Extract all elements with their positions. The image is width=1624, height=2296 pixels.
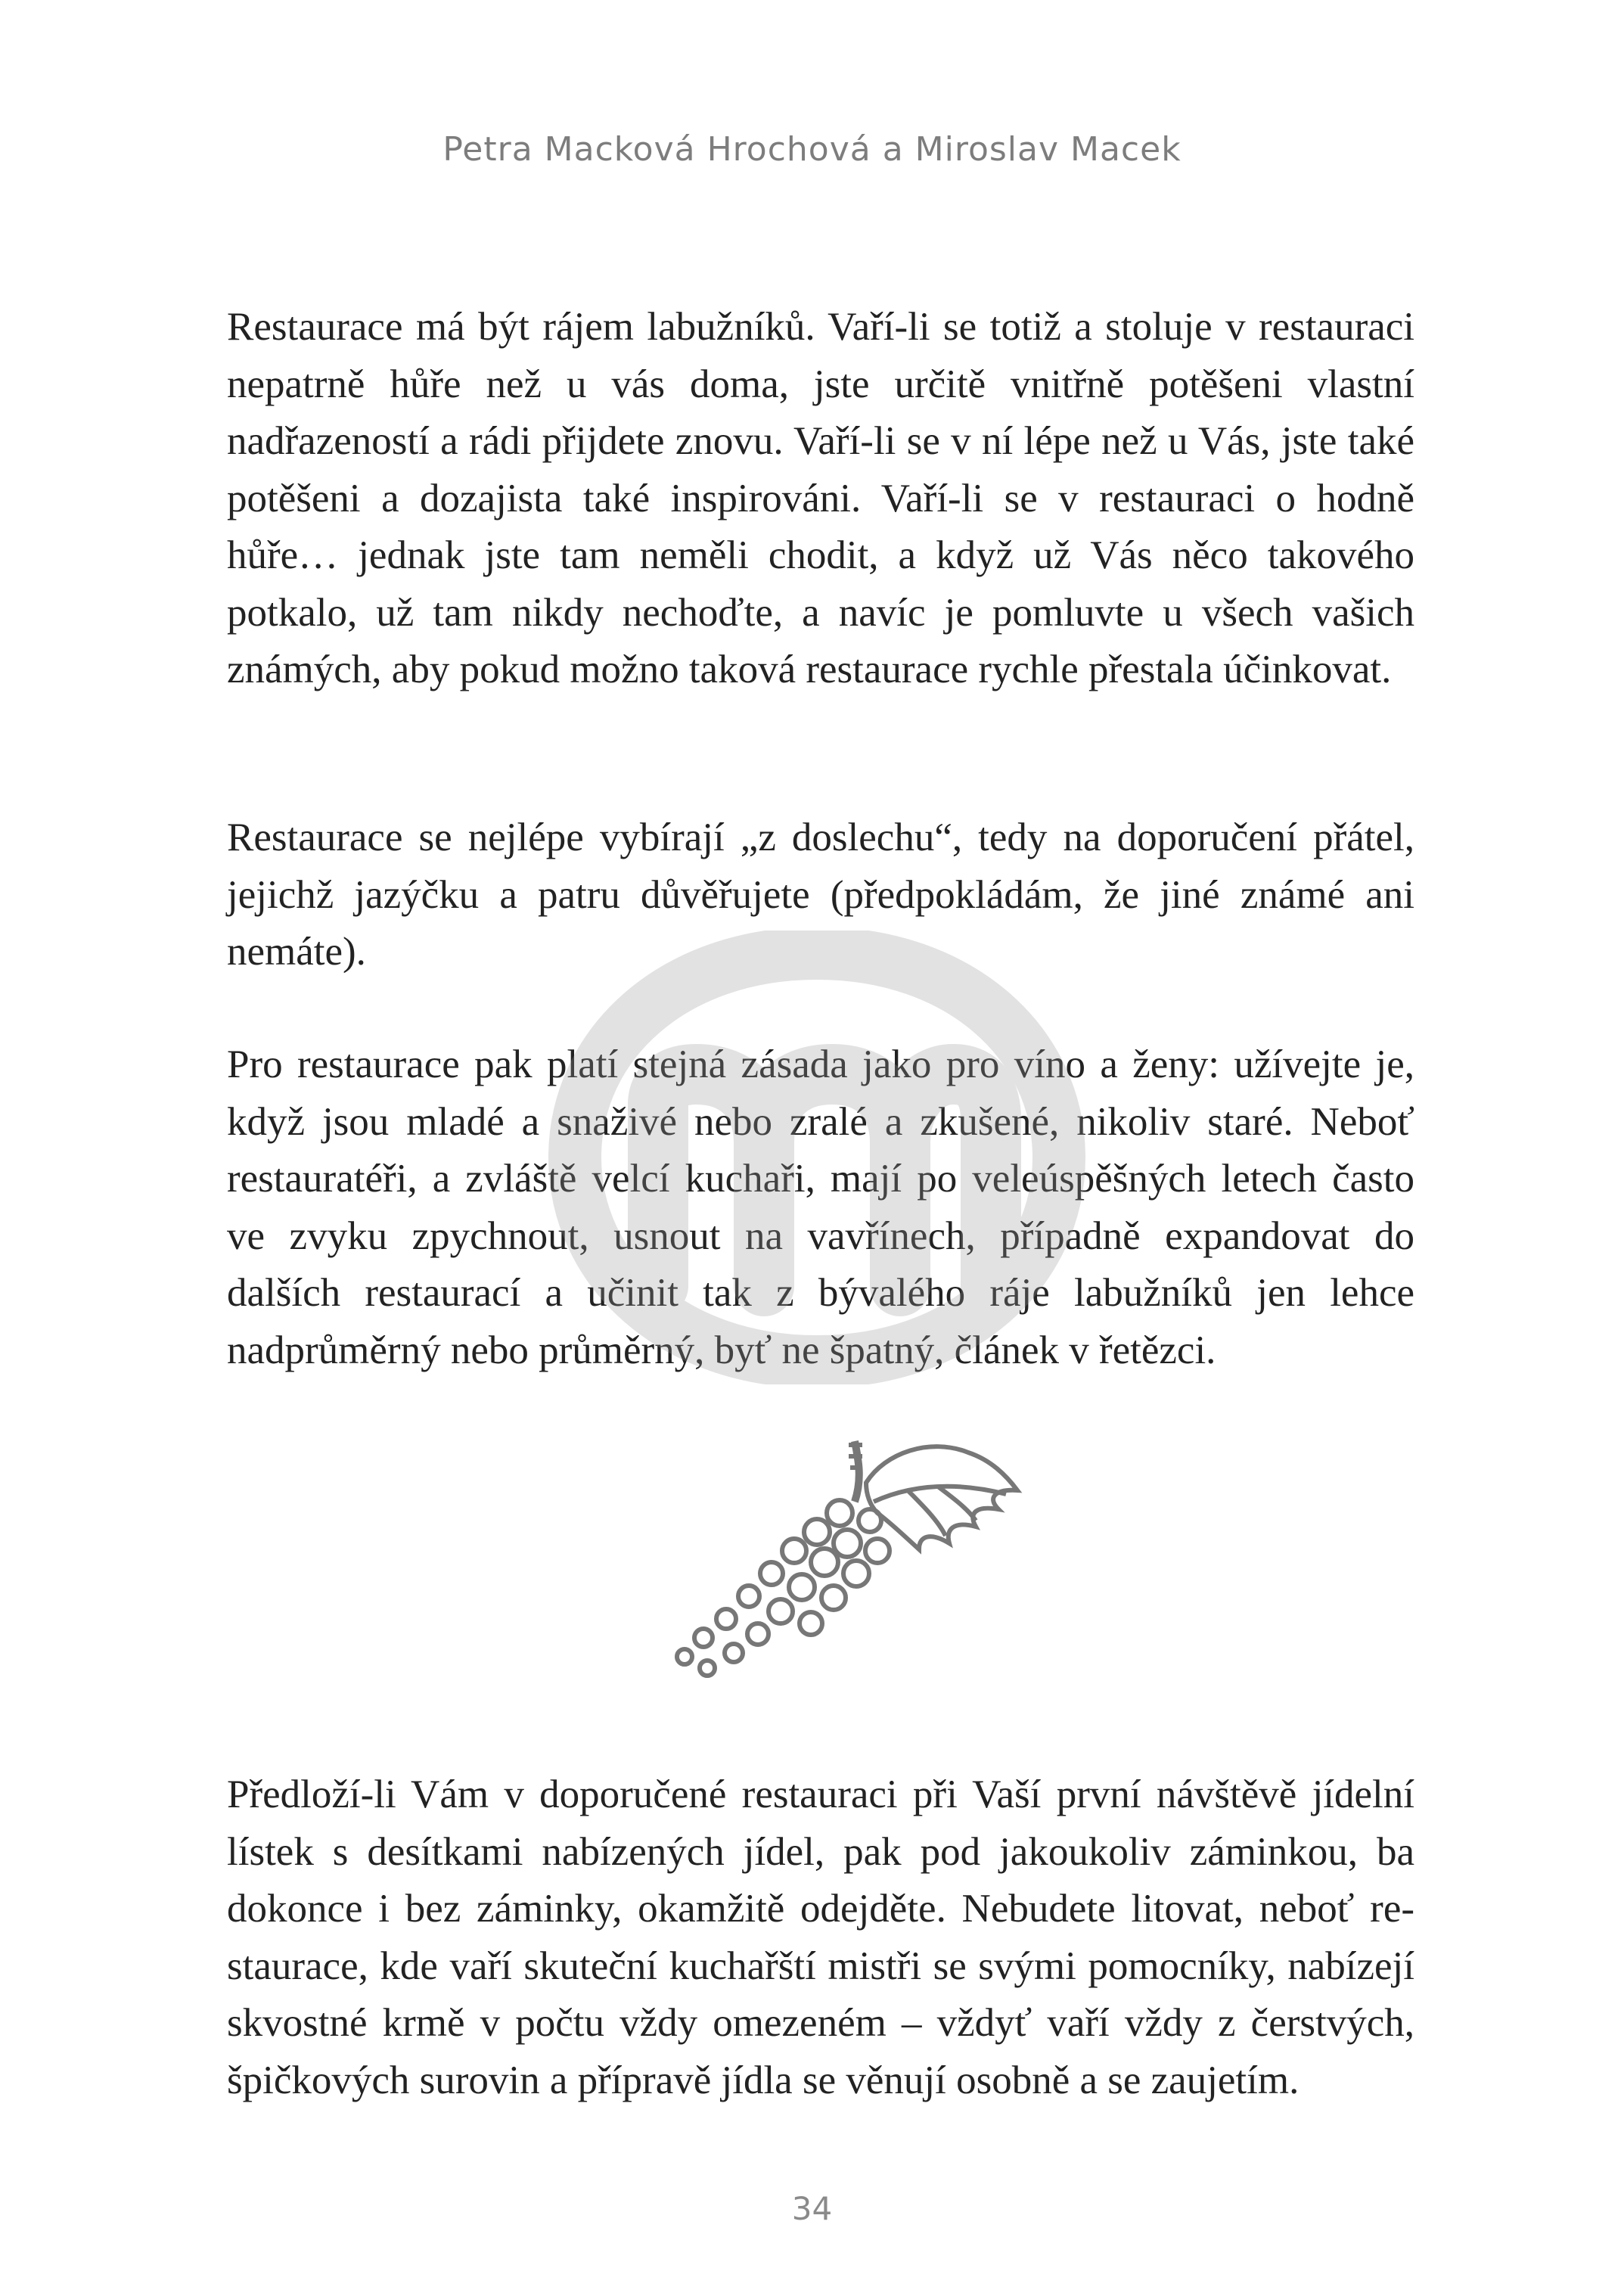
- paragraph-text: Restaurace má být rájem labužníků. Vaří-li se totiž a stoluje v restauraci nepatrně hůře než u vás doma, jste určitě vnitřně potěšeni vlastní nadřazeností a rádi přijdete znovu. Vaří-li se v ní lépe než u Vás, jste také potěšeni a dozajista také inspirováni. Vaří-li se v restauraci o hodně hůře… jednak jste tam neměli chodit, a když už Vás něco takového potkalo, už tam nikdy nechoďte, a navíc je pomluvte u všech vašich známých, aby pokud možno taková restaurace rychle přestala účinkovat.: [227, 305, 1414, 691]
- paragraph-text: Předloží-li Vám v doporučené restauraci při Vaší první návštěvě jídelní lístek s desítkami nabízených jídel, pak pod jakoukoliv záminkou, ba dokonce i bez záminky, okamžitě odejděte. Nebudete litovat, neboť restaurace, kde vaří skuteční kuchařští mistři se svými pomocníky, nabízejí skvostné krmě v počtu vždy omezeném – vždyť vaří vždy z čerstvých, špičkových surovin a přípravě jídla se věnují osobně a se zaujetím.: [227, 1772, 1414, 2102]
- paragraph-1: [227, 299, 1414, 699]
- paragraph-2: [227, 809, 1414, 981]
- paragraph-text: Pro restaurace pak platí stejná zásada jako pro víno a ženy: užívejte je, když jsou mladé a snaživé nebo zralé a zkušené, nikoliv staré. Neboť restauratéři, a zvláště velcí kuchaři, mají po veleúspěšných letech často ve zvyku zpychnout, usnout na vavřínech, případně expandovat do dalších restaurací a učinit tak z bývalého ráje labužníků jen lehce nadprůměrný nebo průměrný, byť ne špatný, článek v řetězci.: [227, 1042, 1414, 1372]
- paragraph-4: [227, 1766, 1414, 2109]
- grape-cluster-icon: [613, 1400, 1036, 1702]
- running-title: Petra Macková Hrochová a Miroslav Macek: [442, 130, 1182, 169]
- paragraph-text: Restaurace se nejlépe vybírají „z doslechu“, tedy na doporučení přátel, jejichž jazýčku a patru důvěřujete (předpokládám, že jiné známé ani nemáte).: [227, 816, 1414, 974]
- paragraph-3: [227, 1036, 1414, 1379]
- page-number: 34: [791, 2190, 833, 2227]
